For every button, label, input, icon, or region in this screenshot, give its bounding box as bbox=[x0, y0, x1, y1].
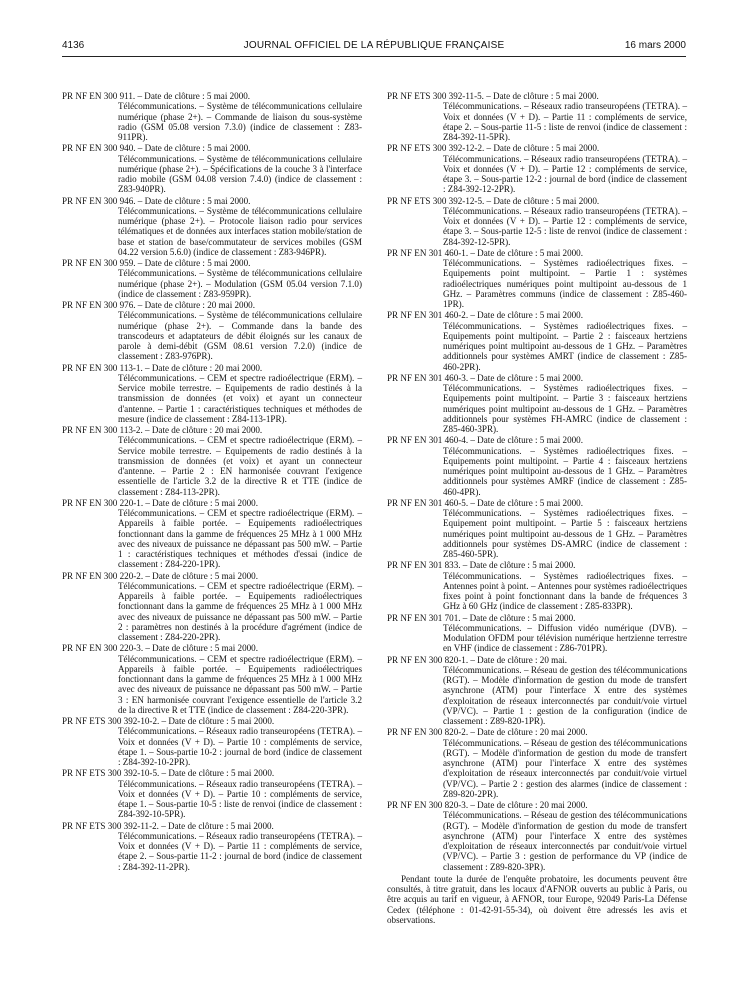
entry-reference: PR NF EN 301 460-3. – Date de clôture : 5 mai 2000. bbox=[387, 372, 583, 383]
entry-reference: PR NF EN 300 820-3. – Date de clôture : 20 mai 2000. bbox=[387, 800, 588, 810]
standard-entry bbox=[387, 800, 687, 872]
entry-reference: PR NF EN 300 976. – Date de clôture : 20 mai 2000. bbox=[62, 300, 255, 310]
standard-entry bbox=[387, 727, 687, 799]
standard-entry bbox=[387, 310, 687, 372]
entry-reference: PR NF EN 300 911. – Date de clôture : 5 mai 2000. bbox=[62, 91, 251, 101]
entry-description: Télécommunications. – Systèmes radioélectriques fixes. – Equipements point multipoint. – Partie 2 : faisceaux hertziens numériques point multipoint au-dessous de 1 GHz. – Paramètres additionnels pour systèmes AMRT (indice de classement : Z85-460-2PR). bbox=[443, 320, 687, 372]
standard-entry bbox=[387, 655, 687, 727]
standard-entry bbox=[387, 498, 687, 560]
standard-entry bbox=[387, 373, 687, 435]
entry-reference: PR NF ETS 300 392-12-2. – Date de clôture : 5 mai 2000. bbox=[387, 143, 600, 154]
entry-description: Télécommunications. – CEM et spectre radioélectrique (ERM). – Appareils à faible portée. – Equipements radioélectriques fonctionnant dans la gamme de fréquences 25 MHz à 1 000 MHz avec des niveaux de puissance ne dépassant pas 500 mW. – Partie 2 : paramètres non destinés à la procédure d'agrément (indice de classement : Z84-220-2PR). bbox=[118, 580, 362, 642]
entry-description: Télécommunications. – Systèmes radioélectriques fixes. – Equipements point multipoint. – Partie 4 : faisceaux hertziens numériques point multipoint au-dessous de 1 GHz. – Paramètres additionnels pour systèmes AMRF (indice de classement : Z85-460-4PR). bbox=[443, 445, 687, 497]
entry-description: Télécommunications. – Réseaux radio transeuropéens (TETRA). – Voix et données (V + D). – Partie 12 : compléments de service, étape 3. – Sous-partie 12-5 : liste de renvoi (indice de classement : Z84-392-12-5PR). bbox=[443, 205, 687, 247]
entry-reference: PR NF ETS 300 392-10-2. – Date de clôture : 5 mai 2000. bbox=[62, 716, 275, 726]
page-header bbox=[62, 40, 686, 54]
entry-reference: PR NF EN 300 220-1. – Date de clôture : 5 mai 2000. bbox=[62, 497, 258, 508]
entry-reference: PR NF EN 300 959. – Date de clôture : 5 mai 2000. bbox=[62, 258, 251, 268]
entry-description: Télécommunications. – Système de télécommunications cellulaire numérique (phase 2+). – Protocole liaison radio pour services télématiques et de données aux interfaces station mobile/station de base et station de base/commutateur de services mobiles (GSM 04.22 version 5.6.0) (indice de classement : Z83-946PR). bbox=[118, 205, 362, 257]
left-column bbox=[62, 91, 362, 873]
entry-reference: PR NF EN 300 820-2. – Date de clôture : 20 mai 2000. bbox=[387, 727, 588, 738]
entry-reference: PR NF EN 301 833. – Date de clôture : 5 mai 2000. bbox=[387, 560, 576, 571]
entry-reference: PR NF EN 300 820-1. – Date de clôture : 20 mai. bbox=[387, 654, 568, 665]
entry-description: Télécommunications. – Systèmes radioélectriques fixes. – Antennes point à point. – Antennes pour systèmes radioélectriques fixes point à point fonctionnant dans la bande de fréquences 3 GHz à 60 GHz (indice de classement : Z85-833PR). bbox=[443, 570, 687, 612]
standard-entry bbox=[387, 435, 687, 497]
entry-reference: PR NF ETS 300 392-10-5. – Date de clôture : 5 mai 2000. bbox=[62, 768, 275, 779]
standard-entry bbox=[62, 768, 362, 819]
entry-description: Télécommunications. – Réseaux radio transeuropéens (TETRA). – Voix et données (V + D). – Partie 11 : compléments de service, étape 2. – Sous-partie 11-5 : liste de renvoi (indice de classement : Z84-392-11-5PR). bbox=[443, 101, 687, 142]
standard-entry bbox=[62, 498, 362, 570]
entry-reference: PR NF ETS 300 392-12-5. – Date de clôture : 5 mai 2000. bbox=[387, 195, 600, 206]
entry-description: Télécommunications. – CEM et spectre radioélectrique (ERM). – Service mobile terrestre. – Equipements de radio destinés à la transmission de données (et voix) et ayant un connecteur d'antenne. – Partie 2 : EN harmonisée couvrant l'exigence essentielle de l'article 3.2 de la directive R et TTE (indice de classement : Z84-113-2PR). bbox=[118, 435, 362, 497]
standard-entry bbox=[387, 613, 687, 654]
entry-description: Télécommunications. – CEM et spectre radioélectrique (ERM). – Service mobile terrestre. – Equipements de radio destinés à la transmission de données (et voix) et ayant un connecteur d'antenne. – Partie 1 : caractéristiques techniques et méthodes de mesure (indice de classement : Z84-113-1PR). bbox=[118, 372, 362, 424]
standard-entry bbox=[62, 143, 362, 194]
entry-description: Télécommunications. – Systèmes radioélectriques fixes. – Equipement point multipoint. – Partie 5 : faisceaux hertziens numériques point multipoint au-dessous de 1 GHz. – Paramètres additionnels pour systèmes DS-AMRC (indice de classement : Z85-460-5PR). bbox=[443, 508, 687, 559]
standard-entry bbox=[387, 196, 687, 247]
closing-paragraph: Pendant toute la durée de l'enquête probatoire, les documents peuvent être consultés, à titre gratuit, dans les locaux d'AFNOR ouverts au public à Paris, ou être acquis au tarif en vigueur, à AFNOR, tour Europe, 92049 Paris-La Défense Cedex (téléphone : 01-42-91-55-34), où doivent être adressés les avis et observations. bbox=[387, 873, 687, 925]
entry-description: Télécommunications. – Réseau de gestion des télécommunications (RGT). – Modèle d'information de gestion du mode de transfert asynchrone (ATM) pour l'interface X entre des systèmes d'exploitation de réseaux interconnectés par conduit/voie virtuel (VP/VC). – Partie 3 : gestion de performance du VP (indice de classement : Z89-820-3PR). bbox=[443, 810, 687, 872]
entry-reference: PR NF ETS 300 392-11-5. – Date de clôture : 5 mai 2000. bbox=[387, 91, 599, 101]
standard-entry bbox=[62, 821, 362, 872]
entry-reference: PR NF EN 301 701. – Date de clôture : 5 mai 2000. bbox=[387, 612, 576, 623]
standard-entry bbox=[62, 196, 362, 258]
standard-entry bbox=[387, 143, 687, 194]
entry-description: Télécommunications. – Système de télécommunications cellulaire numérique (phase 2+). – Modulation (GSM 05.04 version 7.1.0) (indice de classement : Z83-959PR). bbox=[118, 268, 362, 299]
entry-description: Télécommunications. – Système de télécommunications cellulaire numérique (phase 2+). – Commande de liaison du sous-système radio (GSM 05.08 version 7.3.0) (indice de classement : Z83-911PR). bbox=[118, 101, 362, 142]
standard-entry bbox=[62, 258, 362, 299]
entry-reference: PR NF EN 300 220-2. – Date de clôture : 5 mai 2000. bbox=[62, 570, 258, 581]
entry-description: Télécommunications. – Système de télécommunications cellulaire numérique (phase 2+). – Spécifications de la couche 3 à l'interface radio mobile (GSM 04.08 version 7.4.0) (indice de classement : Z83-940PR). bbox=[118, 153, 362, 195]
standard-entry bbox=[62, 363, 362, 425]
right-column bbox=[387, 91, 687, 925]
entry-description: Télécommunications. – Systèmes radioélectriques fixes. – Equipements point multipoint. – Partie 3 : faisceaux hertziens numériques point multipoint au-dessous de 1 GHz. – Paramètres additionnels pour systèmes FH-AMRC (indice de classement : Z85-460-3PR). bbox=[443, 383, 687, 434]
header-rule bbox=[62, 56, 686, 57]
standard-entry bbox=[387, 560, 687, 611]
entry-description: Télécommunications. – Réseau de gestion des télécommunications (RGT). – Modèle d'information de gestion du mode de transfert asynchrone (ATM) pour l'interface X entre des systèmes d'exploitation de réseaux interconnectés par conduit/voie virtuel (VP/VC). – Partie 2 : gestion des alarmes (indice de classement : Z89-820-2PR). bbox=[443, 737, 687, 799]
standard-entry bbox=[62, 716, 362, 767]
entry-reference: PR NF EN 300 113-2. – Date de clôture : 20 mai 2000. bbox=[62, 425, 263, 435]
entry-description: Télécommunications. – Réseaux radio transeuropéens (TETRA). – Voix et données (V + D). – Partie 11 : compléments de service, étape 2. – Sous-partie 11-2 : journal de bord (indice de classement : Z84-392-11-2PR). bbox=[118, 830, 362, 872]
standard-entry bbox=[62, 571, 362, 643]
standard-entry bbox=[387, 248, 687, 310]
standard-entry bbox=[62, 425, 362, 497]
standard-entry bbox=[62, 643, 362, 715]
issue-date: 16 mars 2000 bbox=[624, 40, 686, 51]
entry-description: Télécommunications. – Diffusion vidéo numérique (DVB). – Modulation OFDM pour télévision numérique hertzienne terrestre en VHF (indice de classement : Z86-701PR). bbox=[443, 622, 687, 654]
journal-title: JOURNAL OFFICIEL DE LA RÉPUBLIQUE FRANÇAISE bbox=[243, 40, 505, 51]
entry-description: Télécommunications. – Réseau de gestion des télécommunications (RGT). – Modèle d'information de gestion du mode de transfert asynchrone (ATM) pour l'interface X entre des systèmes d'exploitation de réseaux interconnectés par conduit/voie virtuel (VP/VC). – Partie 1 : gestion de la configuration (indice de classement : Z89-820-1PR). bbox=[443, 664, 687, 726]
entry-description: Télécommunications. – Systèmes radioélectriques fixes. – Equipements point multipoint. – Partie 1 : systèmes radioélectriques numériques point multipoint au-dessous de 1 GHz. – Paramètres communs (indice de classement : Z85-460-1PR). bbox=[443, 258, 687, 309]
entry-reference: PR NF ETS 300 392-11-2. – Date de clôture : 5 mai 2000. bbox=[62, 820, 274, 831]
right-entries bbox=[387, 91, 687, 872]
entry-description: Télécommunications. – Réseaux radio transeuropéens (TETRA). – Voix et données (V + D). – Partie 10 : compléments de service, étape 1. – Sous-partie 10-5 : liste de renvoi (indice de classement : Z84-392-10-5PR). bbox=[118, 778, 362, 820]
entry-description: Télécommunications. – Réseaux radio transeuropéens (TETRA). – Voix et données (V + D). – Partie 12 : compléments de service, étape 3. – Sous-partie 12-2 : journal de bord (indice de classement : Z84-392-12-2PR). bbox=[443, 153, 687, 195]
page-number: 4136 bbox=[62, 40, 85, 51]
entry-reference: PR NF EN 300 113-1. – Date de clôture : 20 mai 2000. bbox=[62, 362, 263, 373]
entry-description: Télécommunications. – CEM et spectre radioélectrique (ERM). – Appareils à faible portée. – Equipements radioélectriques fonctionnant dans la gamme de fréquences 25 MHz à 1 000 MHz avec des niveaux de puissance ne dépassant pas 500 mW. – Partie 3 : EN harmonisée couvrant l'exigence essentielle de l'article 3.2 de la directive R et TTE (indice de classement : Z84-220-3PR). bbox=[118, 653, 362, 715]
entry-description: Télécommunications. – CEM et spectre radioélectrique (ERM). – Appareils à faible portée. – Equipements radioélectriques fonctionnant dans la gamme de fréquences 25 MHz à 1 000 MHz avec des niveaux de puissance ne dépassant pas 500 mW. – Partie 1 : caractéristiques techniques et méthodes d'essai (indice de classement : Z84-220-1PR). bbox=[118, 508, 362, 570]
entry-reference: PR NF EN 301 460-1. – Date de clôture : 5 mai 2000. bbox=[387, 247, 583, 258]
entry-description: Télécommunications. – Système de télécommunications cellulaire numérique (phase 2+). – Commande dans la bande des transcodeurs et adaptateurs de débit éloignés sur les canaux de parole à demi-débit (GSM 08.61 version 7.2.0) (indice de classement : Z83-976PR). bbox=[118, 310, 362, 362]
standard-entry bbox=[62, 300, 362, 362]
entry-reference: PR NF EN 300 946. – Date de clôture : 5 mai 2000. bbox=[62, 195, 251, 206]
standard-entry bbox=[387, 91, 687, 142]
entry-reference: PR NF EN 300 940. – Date de clôture : 5 mai 2000. bbox=[62, 143, 251, 154]
standard-entry bbox=[62, 91, 362, 142]
entry-description: Télécommunications. – Réseaux radio transeuropéens (TETRA). – Voix et données (V + D). – Partie 10 : compléments de service, étape 1. – Sous-partie 10-2 : journal de bord (indice de classement : Z84-392-10-2PR). bbox=[118, 726, 362, 767]
entry-reference: PR NF EN 301 460-2. – Date de clôture : 5 mai 2000. bbox=[387, 310, 583, 321]
entry-reference: PR NF EN 301 460-5. – Date de clôture : 5 mai 2000. bbox=[387, 497, 583, 508]
entry-reference: PR NF EN 300 220-3. – Date de clôture : 5 mai 2000. bbox=[62, 643, 258, 654]
entry-reference: PR NF EN 301 460-4. – Date de clôture : 5 mai 2000. bbox=[387, 435, 583, 446]
